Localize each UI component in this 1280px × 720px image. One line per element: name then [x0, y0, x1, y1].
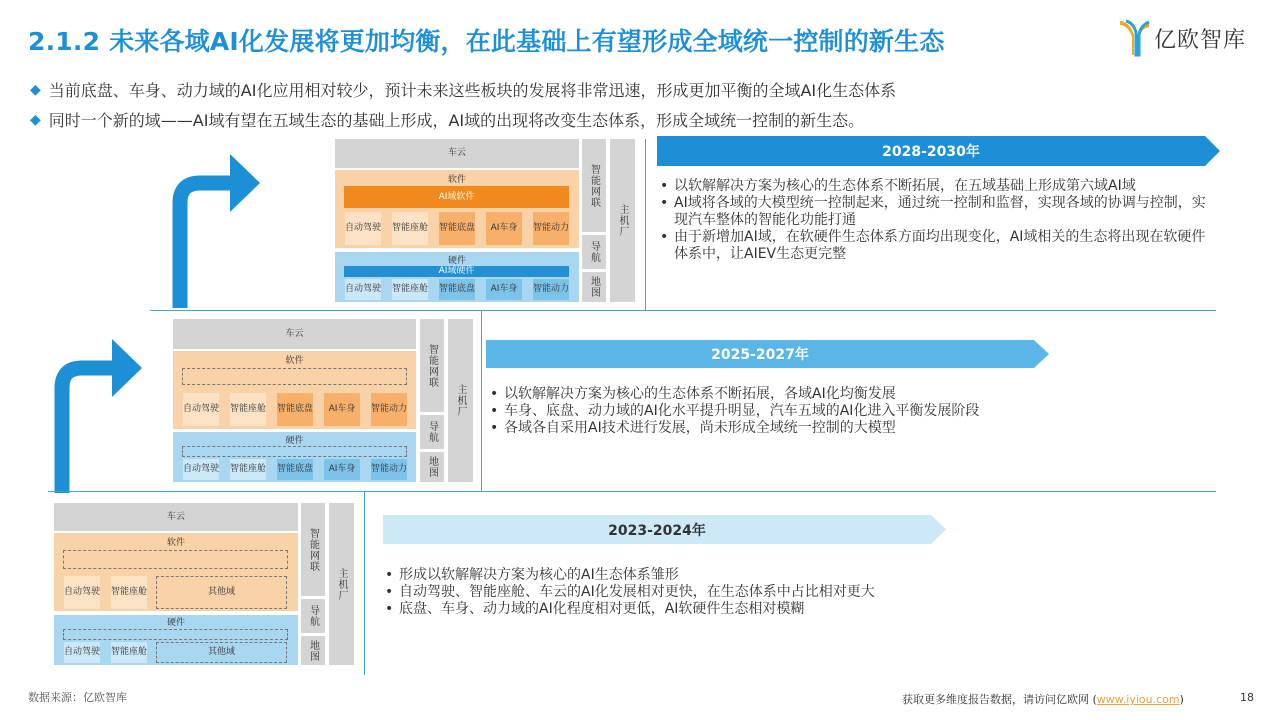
diamond-icon: ◆ [30, 81, 41, 98]
tile-autonomous-driving: 自动驾驶 [345, 212, 381, 245]
tile-smart-cockpit: 智能座舱 [111, 576, 147, 609]
tile-smart-cockpit: 智能座舱 [230, 459, 266, 480]
tile-smart-chassis: 智能底盘 [277, 393, 313, 426]
nav-block: 导航 [301, 599, 325, 633]
software-placeholder [182, 368, 407, 385]
phase-header-2023-2024: 2023-2024年 [608, 522, 706, 539]
hardware-label: 硬件 [447, 256, 466, 266]
tile-smart-cockpit: 智能座舱 [230, 393, 266, 426]
tile-ai-body: AI车身 [486, 279, 522, 300]
software-label: 软件 [447, 175, 466, 185]
footer-more [902, 691, 1184, 707]
tile-smart-chassis: 智能底盘 [439, 279, 475, 300]
logo-text: 亿欧智库 [1154, 27, 1247, 53]
phase-point: • 由于新增加AI域，在软硬件生态体系方面均出现变化，AI域相关的生态将出现在软硬件体系中，让AIEV生态更完整 [656, 229, 1216, 263]
cloud-block: 车云 [173, 319, 416, 349]
nav-block: 导航 [582, 235, 606, 269]
page-title: 2.1.2 未来各域AI化发展将更加均衡，在此基础上有望形成全域统一控制的新生态 [28, 27, 945, 56]
divider-vertical-middle [481, 311, 482, 491]
cloud-block: 车云 [335, 139, 579, 168]
cloud-block: 车云 [54, 503, 298, 531]
hardware-label: 硬件 [166, 618, 185, 628]
tile-smart-power: 智能动力 [533, 212, 569, 245]
tile-ai-body: AI车身 [324, 393, 360, 426]
tile-ai-body: AI车身 [324, 459, 360, 480]
bullet-text: 当前底盘、车身、动力域的AI化应用相对较少，预计未来这些板块的发展将非常迅速，形成更加平衡的全域AI化生态体系 [48, 81, 897, 100]
map-block: 地图 [301, 636, 325, 665]
map-block: 地图 [582, 272, 606, 302]
tile-smart-cockpit: 智能座舱 [392, 212, 428, 245]
smart-net-block: 智能网联 [301, 503, 325, 596]
hardware-label: 硬件 [285, 436, 304, 446]
oem-block: 主机厂 [329, 503, 354, 665]
tile-smart-cockpit: 智能座舱 [111, 642, 147, 663]
growth-arrow-top-icon [170, 148, 265, 308]
other-domains-hardware: 其他域 [156, 642, 287, 663]
hardware-placeholder [182, 446, 407, 457]
ai-software-bar: AI域软件 [344, 186, 569, 208]
tile-autonomous-driving: 自动驾驶 [183, 393, 219, 426]
diamond-icon: ◆ [30, 111, 41, 128]
brand-logo [1118, 18, 1268, 58]
bullet-text: 同时一个新的域——AI域有望在五域生态的基础上形成，AI域的出现将改变生态体系，形成全域统一控制的新生态。 [48, 111, 865, 130]
tile-autonomous-driving: 自动驾驶 [64, 642, 100, 663]
phase-points-2025-2027 [486, 386, 1206, 437]
divider-horizontal-top [150, 310, 1216, 311]
tile-smart-chassis: 智能底盘 [439, 212, 475, 245]
oem-block: 主机厂 [610, 139, 635, 302]
smart-net-block: 智能网联 [582, 139, 606, 232]
website-link[interactable]: www.iyiou.com [1096, 693, 1180, 706]
software-label: 软件 [285, 356, 304, 366]
tile-autonomous-driving: 自动驾驶 [345, 279, 381, 300]
other-domains-software: 其他域 [156, 576, 287, 609]
logo-icon [1118, 19, 1150, 57]
phase-points-2028-2030 [656, 178, 1216, 263]
phase-header-2028-2030: 2028-2030年 [882, 144, 980, 160]
footer-more-prefix: 获取更多维度报告数据，请访问亿欧网 ( [902, 693, 1097, 706]
data-source: 数据来源：亿欧智库 [28, 691, 127, 704]
bullet-1 [30, 78, 896, 101]
oem-block: 主机厂 [448, 319, 473, 482]
phase-point: • 以软解解决方案为核心的生态体系不断拓展，各域AI化均衡发展 [486, 386, 1206, 403]
phase-point: • 底盘、车身、动力域的AI化程度相对更低，AI软硬件生态相对模糊 [381, 601, 1201, 618]
divider-horizontal-middle [48, 491, 1216, 492]
phase-point: • 形成以软解解决方案为核心的AI生态体系雏形 [381, 567, 1201, 584]
phase-points-2023-2024 [381, 567, 1201, 618]
phase-point: • 自动驾驶、智能座舱、车云的AI化发展相对更快，在生态体系中占比相对更大 [381, 584, 1201, 601]
ai-hardware-bar: AI域硬件 [344, 266, 569, 277]
hardware-placeholder [63, 629, 288, 640]
phase-point: • AI域将各域的大模型统一控制起来，通过统一控制和监督，实现各域的协调与控制，实现汽车整体的智能化功能打通 [656, 195, 1216, 229]
phase-point: • 车身、底盘、动力域的AI化水平提升明显，汽车五域的AI化进入平衡发展阶段 [486, 403, 1206, 420]
smart-net-block: 智能网联 [420, 319, 444, 412]
footer-more-suffix: ) [1179, 693, 1184, 706]
divider-vertical-bottom [364, 492, 365, 675]
map-block: 地图 [420, 452, 444, 482]
tile-smart-power: 智能动力 [371, 459, 407, 480]
tile-smart-chassis: 智能底盘 [277, 459, 313, 480]
bullet-2 [30, 108, 864, 131]
tile-autonomous-driving: 自动驾驶 [64, 576, 100, 609]
tile-smart-cockpit: 智能座舱 [392, 279, 428, 300]
phase-header-2025-2027: 2025-2027年 [711, 347, 809, 363]
software-placeholder [63, 550, 288, 569]
growth-arrow-middle-icon [52, 333, 147, 493]
phase-point: • 以软解解决方案为核心的生态体系不断拓展，在五域基础上形成第六域AI域 [656, 178, 1216, 195]
tile-smart-power: 智能动力 [533, 279, 569, 300]
divider-vertical-top [645, 139, 646, 310]
tile-ai-body: AI车身 [486, 212, 522, 245]
software-label: 软件 [166, 538, 185, 548]
phase-point: • 各域各自采用AI技术进行发展，尚未形成全域统一控制的大模型 [486, 420, 1206, 437]
tile-autonomous-driving: 自动驾驶 [183, 459, 219, 480]
page-number: 18 [1240, 691, 1254, 704]
tile-smart-power: 智能动力 [371, 393, 407, 426]
nav-block: 导航 [420, 415, 444, 449]
